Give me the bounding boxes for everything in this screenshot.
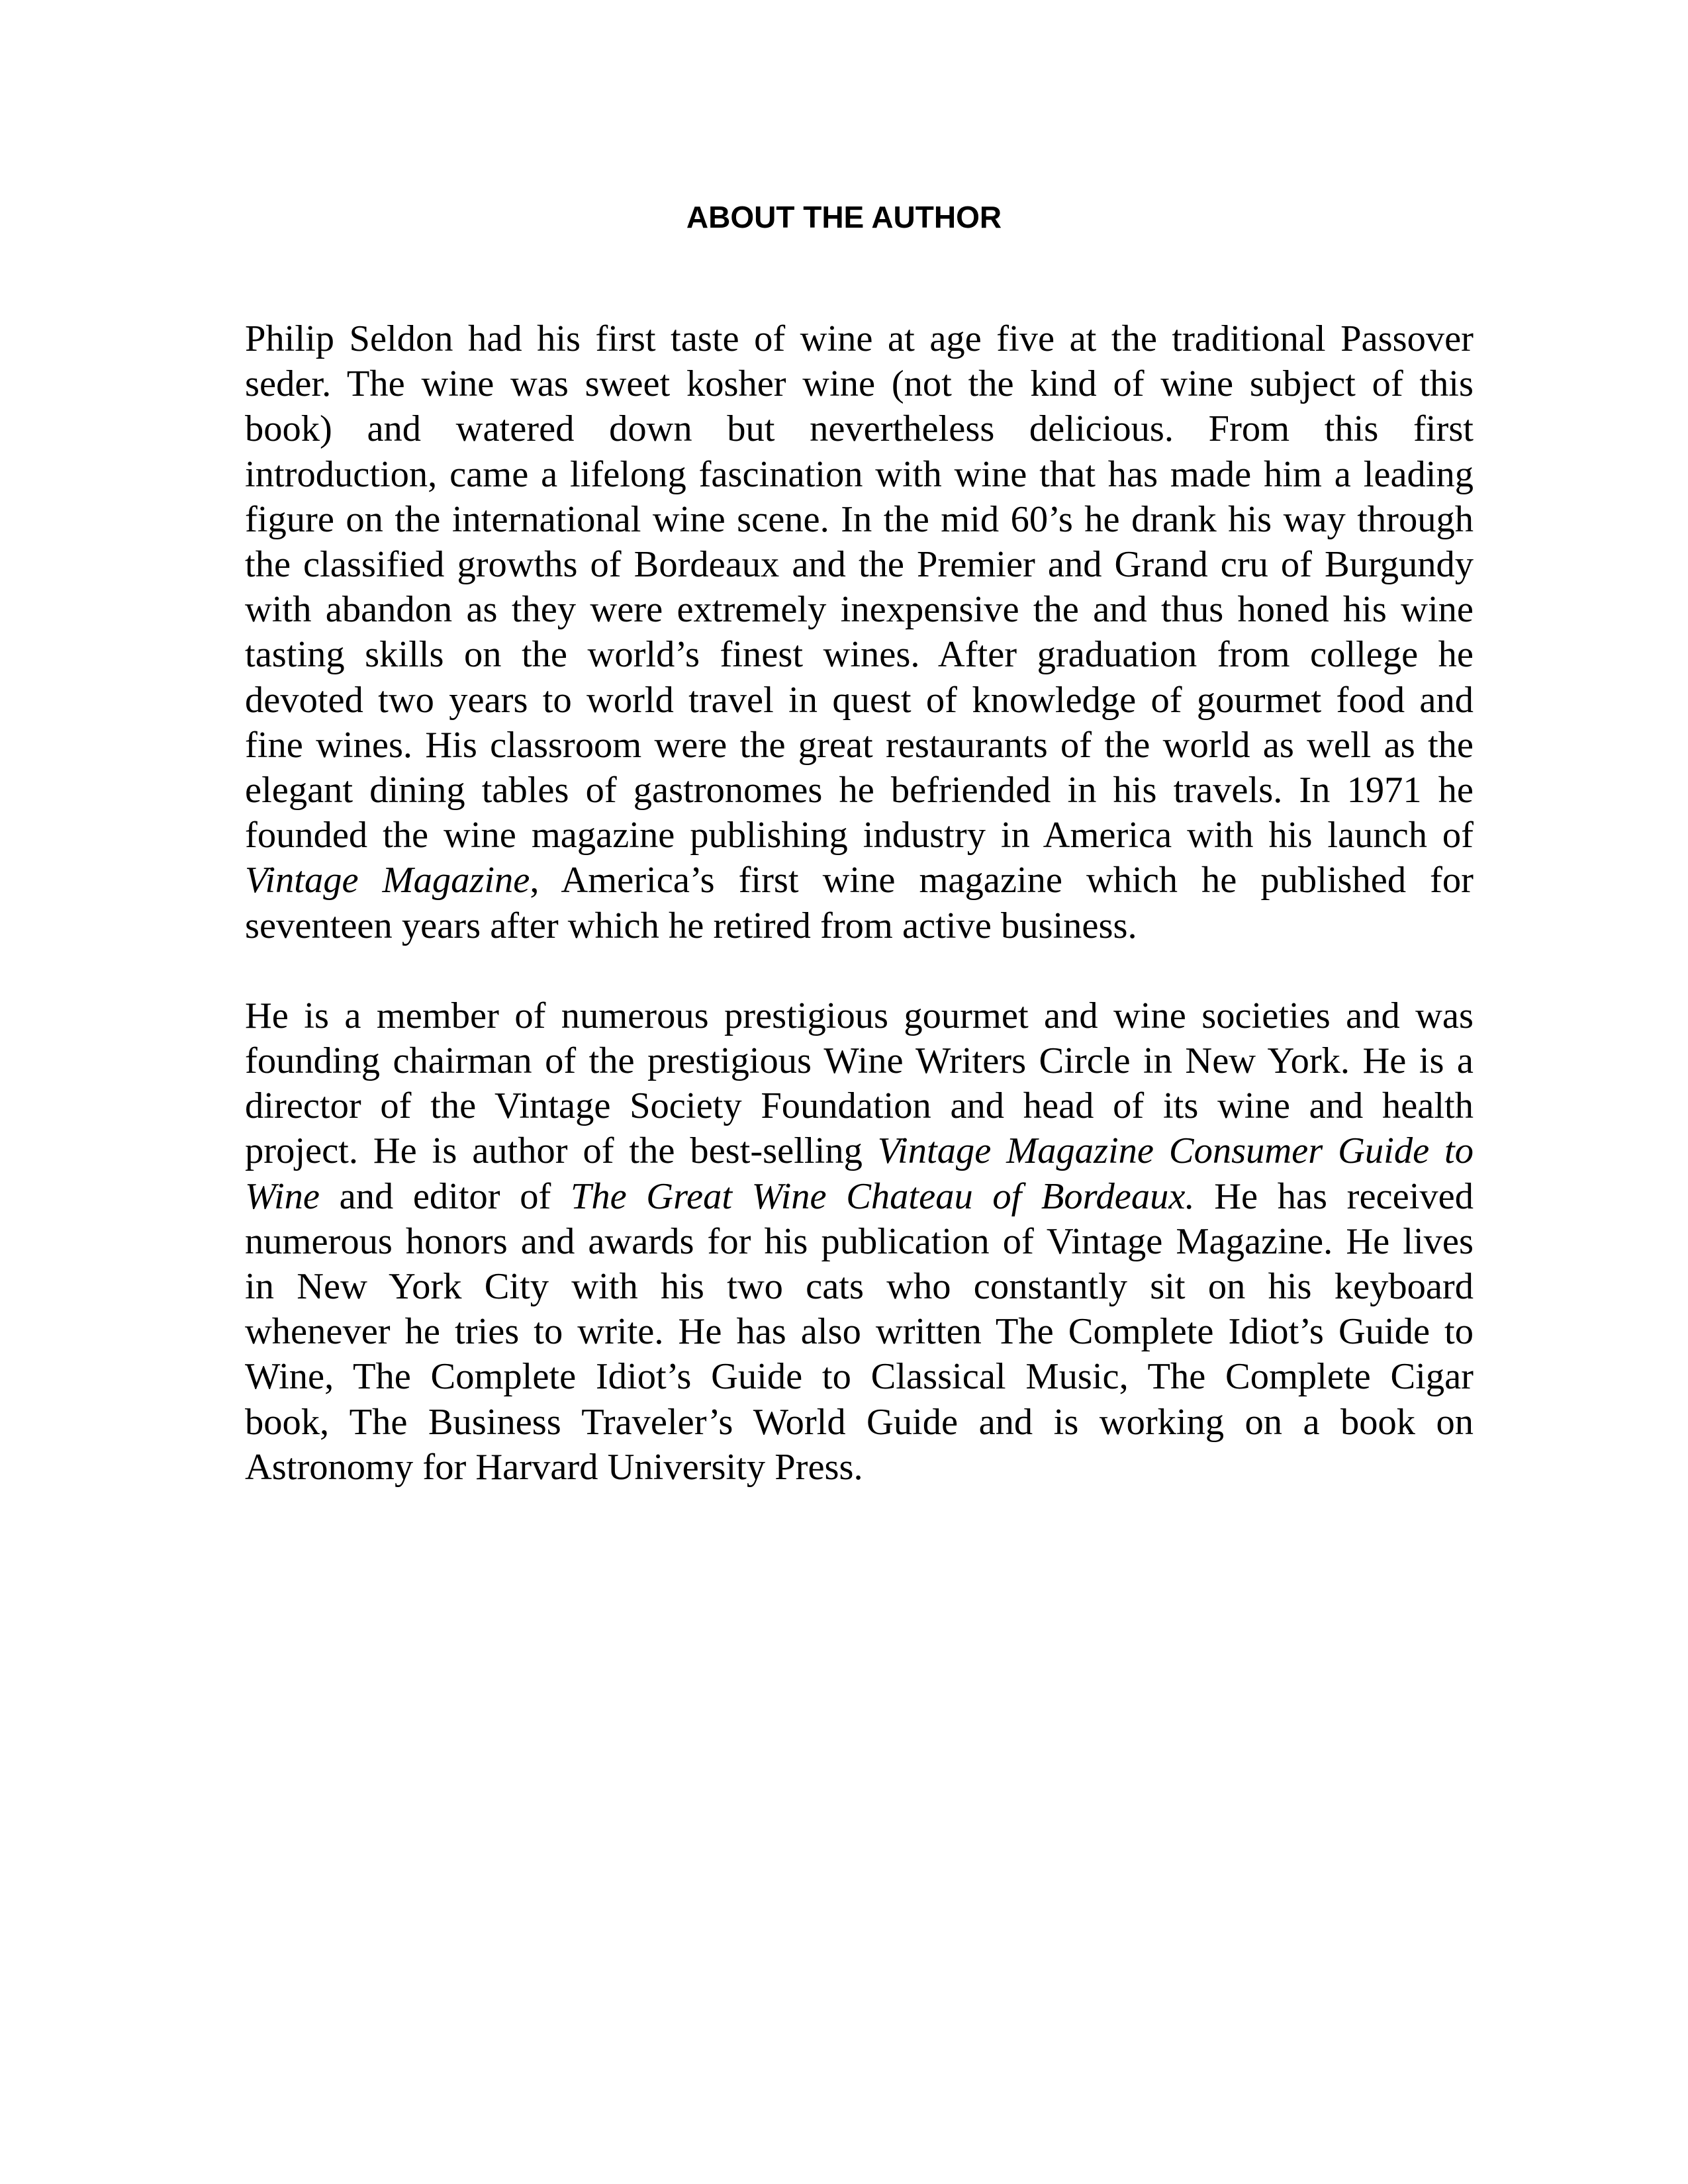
italic-title: Vintage Magazine Consumer Guide to — [877, 1130, 1474, 1172]
text-line — [245, 1354, 1474, 1399]
text-run: tasting skills on the world’s finest wines. After graduation from college he — [245, 634, 1474, 676]
text-line — [245, 813, 1474, 858]
text-run: and editor of — [319, 1175, 571, 1217]
text-run: with abandon as they were extremely inexpensive the and thus honed his wine — [245, 589, 1474, 631]
text-run: Philip Seldon had his first taste of wine at age five at the traditional Passover — [245, 318, 1474, 359]
text-run: in New York City with his two cats who constantly sit on his keyboard — [245, 1266, 1474, 1308]
page-title: ABOUT THE AUTHOR — [686, 200, 1002, 234]
text-line — [245, 587, 1474, 632]
text-line — [245, 858, 1474, 903]
paragraph-1 — [245, 316, 1474, 948]
text-run: seder. The wine was sweet kosher wine (not the kind of wine subject of this — [245, 363, 1474, 405]
text-run: devoted two years to world travel in quest of knowledge of gourmet food and — [245, 679, 1474, 721]
text-run: Wine, The Complete Idiot’s Guide to Classical Music, The Complete Cigar — [245, 1356, 1474, 1398]
text-line — [245, 452, 1474, 497]
italic-title: Wine — [245, 1175, 320, 1217]
text-line — [245, 542, 1474, 587]
text-run: elegant dining tables of gastronomes he befriended in his travels. In 1971 he — [245, 770, 1474, 811]
text-line — [245, 678, 1474, 723]
text-run: figure on the international wine scene. In the mid 60’s he drank his way through — [245, 498, 1474, 540]
text-line — [245, 632, 1474, 677]
text-line — [245, 903, 1474, 948]
text-line — [245, 1219, 1474, 1264]
paragraph-2 — [245, 993, 1474, 1490]
text-run: founded the wine magazine publishing industry in America with his launch of — [245, 815, 1474, 856]
text-run: director of the Vintage Society Foundation and head of its wine and health — [245, 1085, 1474, 1127]
text-line — [245, 993, 1474, 1038]
text-run: book) and watered down but nevertheless delicious. From this first — [245, 408, 1474, 450]
text-line — [245, 1083, 1474, 1128]
text-line — [245, 1400, 1474, 1445]
text-line — [245, 1445, 1474, 1490]
text-line — [245, 1309, 1474, 1354]
text-line — [245, 361, 1474, 406]
text-line — [245, 1264, 1474, 1309]
text-run: Astronomy for Harvard University Press. — [245, 1446, 863, 1488]
text-run: seventeen years after which he retired from active business. — [245, 905, 1137, 946]
italic-title: The Great Wine Chateau of Bordeaux. — [570, 1175, 1195, 1217]
text-run: He is a member of numerous prestigious gourmet and wine societies and was — [245, 995, 1474, 1036]
body-text — [245, 316, 1474, 1490]
text-line — [245, 723, 1474, 768]
text-line — [245, 406, 1474, 451]
text-line — [245, 1128, 1474, 1173]
text-run: He has received — [1194, 1175, 1474, 1217]
text-run: book, The Business Traveler’s World Guide and is working on a book on — [245, 1401, 1474, 1443]
text-line — [245, 316, 1474, 361]
text-run: the classified growths of Bordeaux and the Premier and Grand cru of Burgundy — [245, 544, 1474, 586]
text-run: numerous honors and awards for his publication of Vintage Magazine. He lives — [245, 1220, 1474, 1262]
text-run: whenever he tries to write. He has also written The Complete Idiot’s Guide to — [245, 1311, 1474, 1353]
text-line — [245, 497, 1474, 542]
text-line — [245, 1038, 1474, 1083]
text-line — [245, 1174, 1474, 1219]
text-run: project. He is author of the best-selling — [245, 1130, 878, 1172]
italic-title: Vintage Magazine — [245, 860, 530, 901]
text-run: introduction, came a lifelong fascination with wine that has made him a leading — [245, 453, 1474, 495]
text-run: fine wines. His classroom were the great restaurants of the world as well as the — [245, 724, 1474, 766]
text-line — [245, 768, 1474, 813]
text-run: founding chairman of the prestigious Wine Writers Circle in New York. He is a — [245, 1040, 1474, 1082]
text-run: , America’s first wine magazine which he published for — [530, 860, 1474, 901]
